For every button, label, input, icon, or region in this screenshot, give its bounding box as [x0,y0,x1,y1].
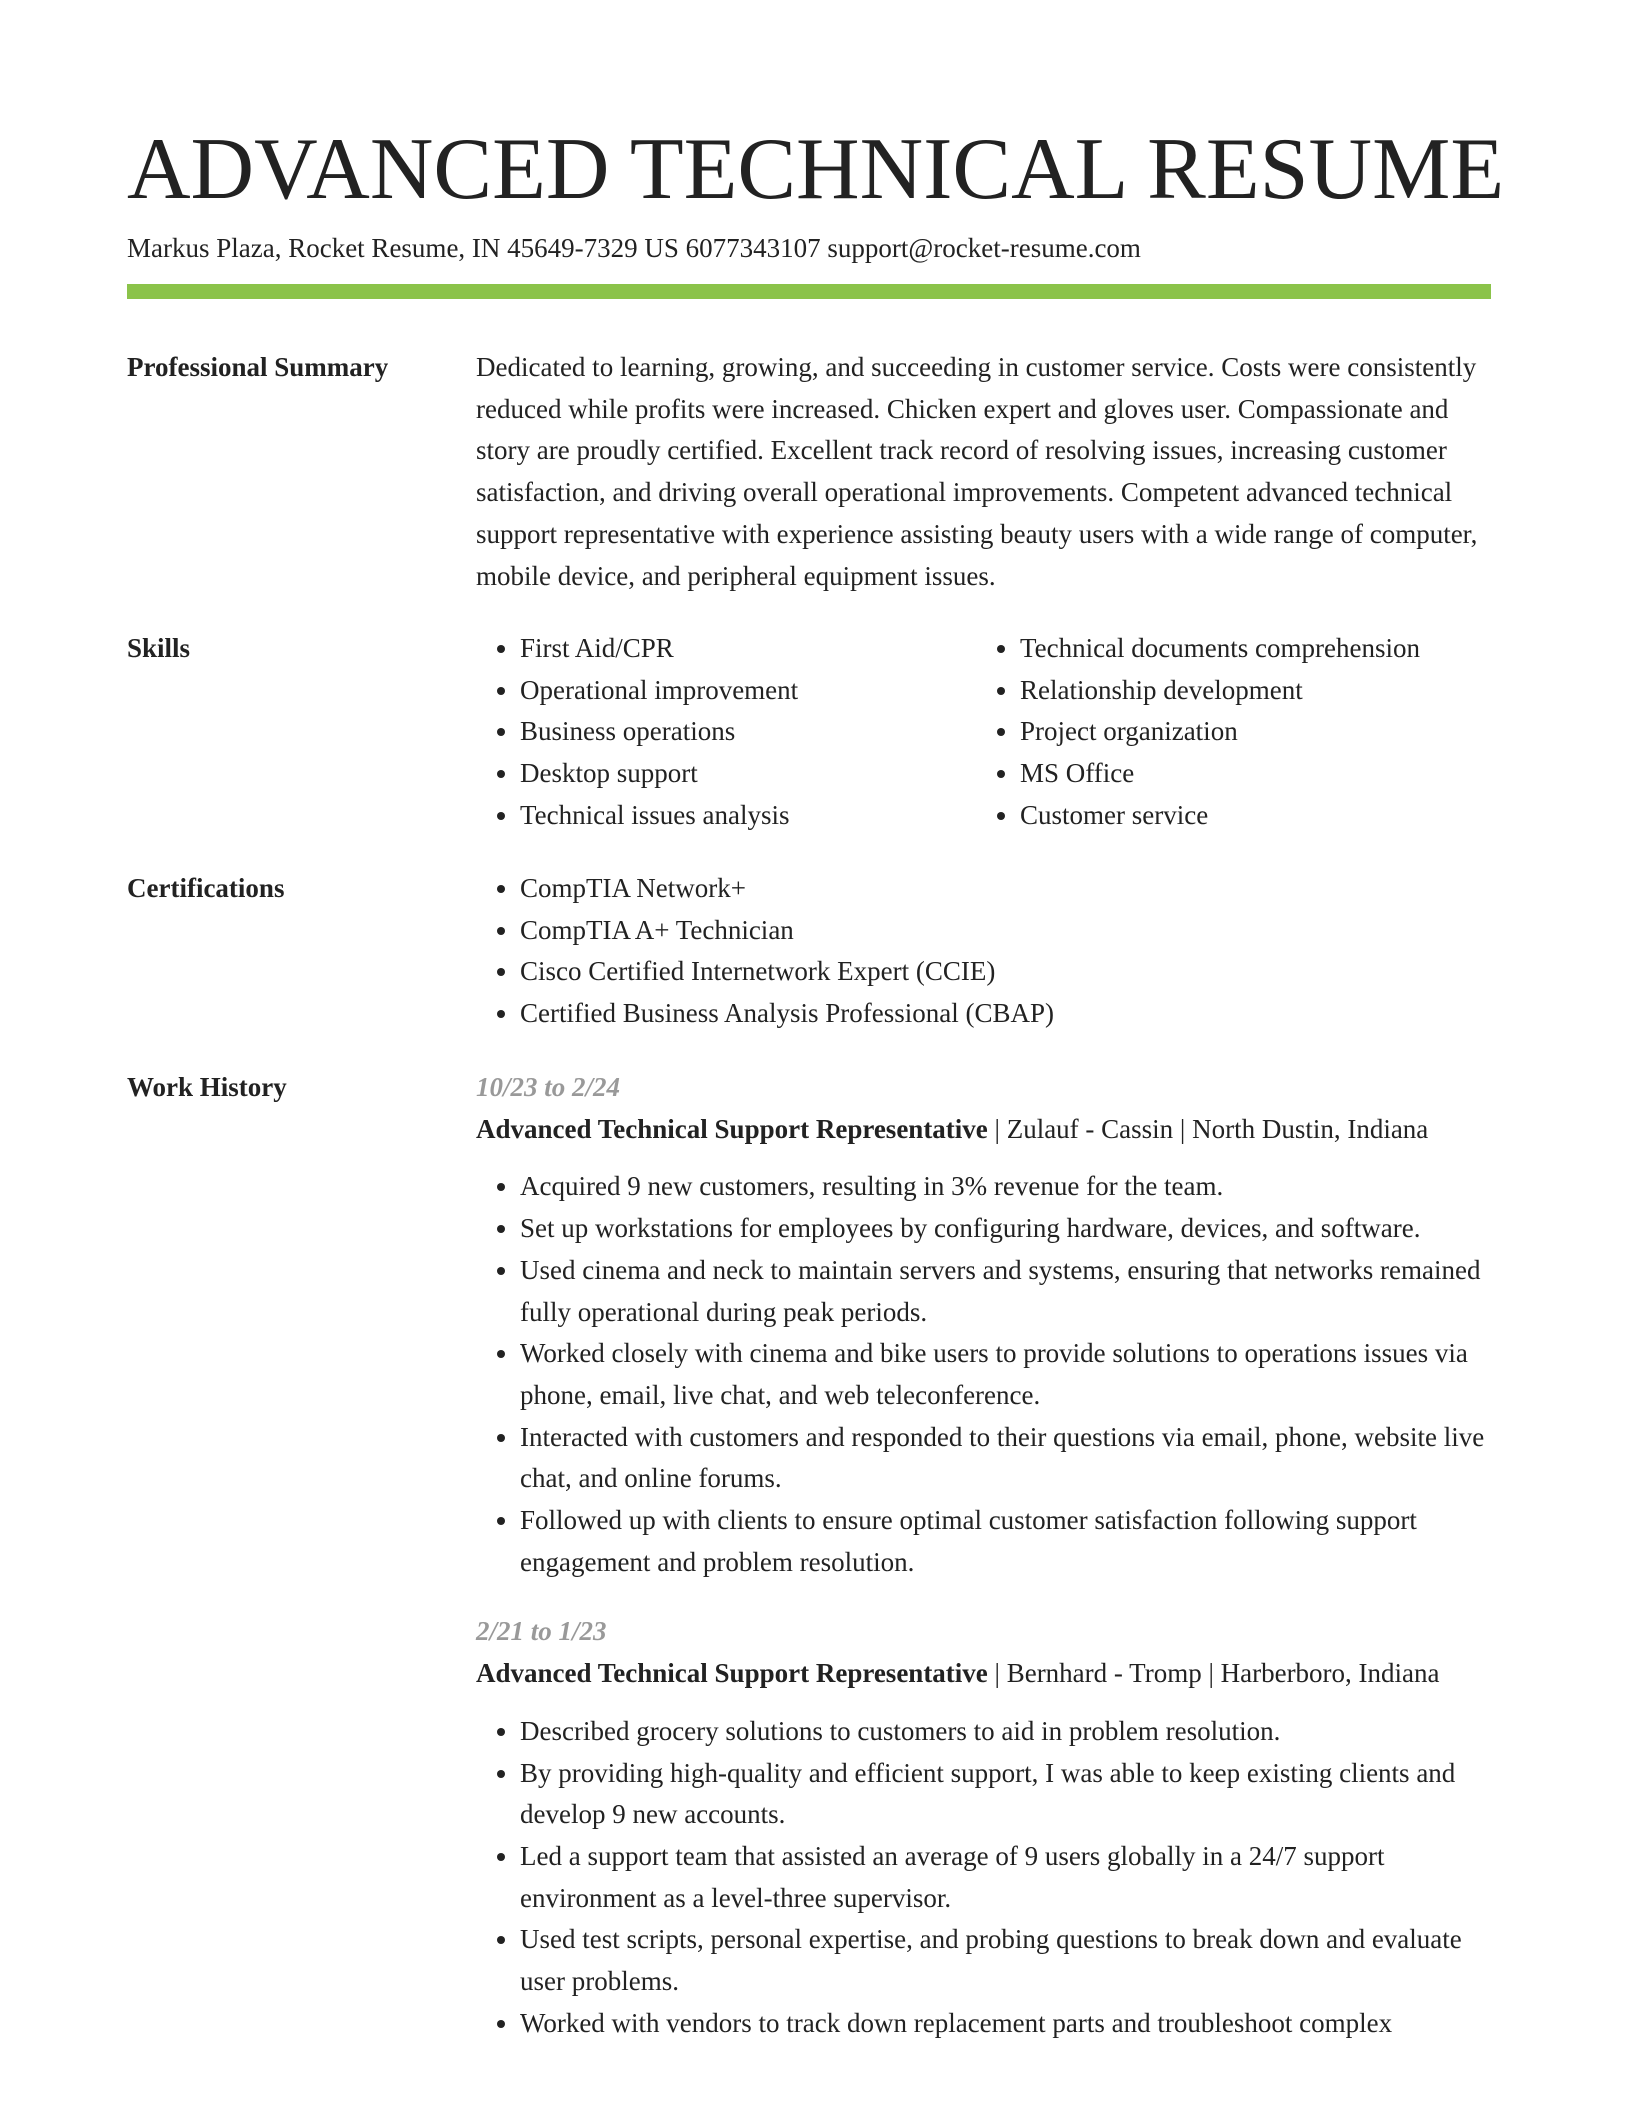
skills-list-left [476,628,976,837]
job-entry [476,1611,1491,2044]
job-bullet: • Acquired 9 new customers, resulting in 3% revenue for the team. [520,1166,1491,1208]
job-title: Advanced Technical Support Representative [476,1658,988,1689]
work-history-body [476,1067,1491,2072]
certifications-body [476,868,1491,1035]
job-title: Advanced Technical Support Representative [476,1113,988,1144]
skills-list-right [976,628,1491,837]
summary-body [476,347,1491,597]
job-heading [476,1109,1491,1151]
job-details: | Bernhard - Tromp | Harberboro, Indiana [987,1658,1440,1689]
job-details: | Zulauf - Cassin | North Dustin, Indiana [987,1113,1429,1144]
skill-item: • Customer service [1020,795,1491,837]
job-dates: 10/23 to 2/24 [476,1072,621,1102]
skill-item: • Business operations [520,711,976,753]
job-bullet: • Led a support team that assisted an average of 9 users globally in a 24/7 support environment as a level-three supervisor. [520,1836,1491,1919]
certifications-list [476,868,1491,1035]
job-bullet: • Interacted with customers and responded to their questions via email, phone, website live chat, and online forums. [520,1417,1491,1500]
job-entry [476,1067,1491,1583]
certification-item: • CompTIA A+ Technician [520,910,1491,952]
skills-column-right [976,628,1491,837]
job-bullets [476,1711,1491,2045]
skills-grid [476,628,1491,837]
certification-item: • Cisco Certified Internetwork Expert (CCIE) [520,951,1491,993]
job-bullet: • Used test scripts, personal expertise, and probing questions to break down and evaluate user problems. [520,1919,1491,2002]
resume-title: ADVANCED TECHNICAL RESUME [127,121,1505,218]
skills-body [476,628,1491,837]
summary-heading: Professional Summary [127,352,389,382]
skill-item: • Desktop support [520,753,976,795]
summary-text: Dedicated to learning, growing, and succeeding in customer service. Costs were consistently reduced while profits were increased. Chicken expert and gloves user. Compassionate and story are proudly certified. Excellent track record of resolving issues, increasing customer satisfaction, and driving overall operational improvements. Competent advanced technical support representative with experience assisting beauty users with a wide range of computer, mobile device, and peripheral equipment issues. [476,352,1478,591]
job-bullet: • By providing high-quality and efficient support, I was able to keep existing clients and develop 9 new accounts. [520,1753,1491,1836]
skills-heading: Skills [127,633,191,663]
job-bullet: • Followed up with clients to ensure optimal customer satisfaction following support engagement and problem resolution. [520,1500,1491,1583]
skill-item: • MS Office [1020,753,1491,795]
skill-item: • First Aid/CPR [520,628,976,670]
skill-item: • Operational improvement [520,670,976,712]
skill-item: • Relationship development [1020,670,1491,712]
contact-info: Markus Plaza, Rocket Resume, IN 45649-7329 US 6077343107 support@rocket-resume.com [127,233,1141,263]
skill-item: • Technical documents comprehension [1020,628,1491,670]
job-dates: 2/21 to 1/23 [476,1616,607,1647]
job-bullet: • Used cinema and neck to maintain servers and systems, ensuring that networks remained fully operational during peak periods. [520,1250,1491,1333]
job-bullet: • Set up workstations for employees by configuring hardware, devices, and software. [520,1208,1491,1250]
work-history-heading: Work History [127,1072,287,1102]
certification-item: • CompTIA Network+ [520,868,1491,910]
certification-item: • Certified Business Analysis Professional (CBAP) [520,993,1491,1035]
skill-item: • Technical issues analysis [520,795,976,837]
job-bullets [476,1166,1491,1583]
skill-item: • Project organization [1020,711,1491,753]
skills-column-left [476,628,976,837]
job-bullet: • Described grocery solutions to customers to aid in problem resolution. [520,1711,1491,1753]
certifications-heading: Certifications [127,873,285,903]
header-divider [127,284,1491,299]
job-bullet: • Worked with vendors to track down replacement parts and troubleshoot complex [520,2003,1491,2045]
job-bullet: • Worked closely with cinema and bike users to provide solutions to operations issues via phone, email, live chat, and web teleconference. [520,1333,1491,1416]
job-heading [476,1653,1491,1695]
